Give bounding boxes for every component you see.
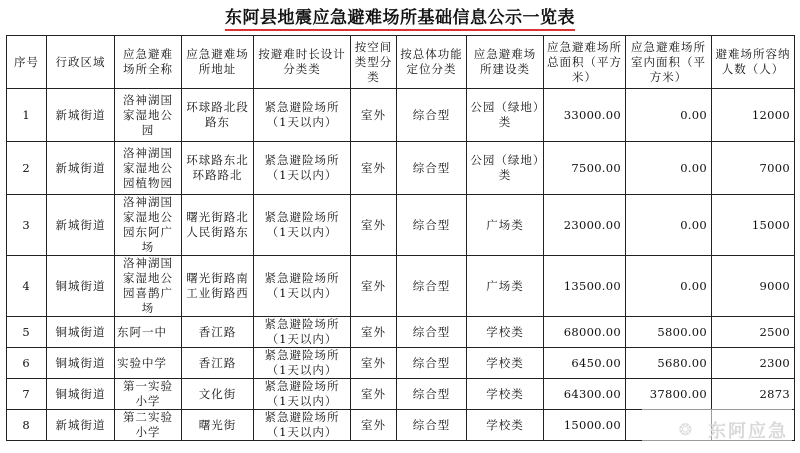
wechat-icon: ❂ xyxy=(678,420,692,439)
cell-address: 曙光街路北人民街路东 xyxy=(182,195,254,256)
cell-name: 洛神湖国家湿地公园植物园 xyxy=(115,142,182,195)
header-area: 应急避难场所总面积（平方米） xyxy=(544,36,626,89)
cell-district: 新城街道 xyxy=(47,410,115,441)
cell-name: 东阿一中 xyxy=(115,317,182,348)
cell-space: 室外 xyxy=(351,317,397,348)
cell-duration: 紧急避险场所（1天以内） xyxy=(254,348,351,379)
cell-function: 综合型 xyxy=(397,379,467,410)
cell-area: 13500.00 xyxy=(544,256,626,317)
cell-capacity: 15000 xyxy=(712,195,795,256)
page-title xyxy=(0,2,800,34)
cell-function: 综合型 xyxy=(397,256,467,317)
cell-duration: 紧急避险场所（1天以内） xyxy=(254,142,351,195)
cell-address: 文化街 xyxy=(182,379,254,410)
header-space: 按空间类型分类 xyxy=(351,36,397,89)
cell-capacity: 2300 xyxy=(712,348,795,379)
header-name: 应急避难场所全称 xyxy=(115,36,182,89)
cell-space: 室外 xyxy=(351,348,397,379)
header-district: 行政区域 xyxy=(47,36,115,89)
cell-indoor: 5680.00 xyxy=(626,348,712,379)
cell-duration: 紧急避险场所（1天以内） xyxy=(254,195,351,256)
cell-address: 香江路 xyxy=(182,317,254,348)
cell-capacity: 2873 xyxy=(712,379,795,410)
cell-area: 33000.00 xyxy=(544,89,626,142)
header-function: 按总体功能定位分类 xyxy=(397,36,467,89)
cell-function: 综合型 xyxy=(397,195,467,256)
header-no: 序号 xyxy=(7,36,47,89)
cell-area: 68000.00 xyxy=(544,317,626,348)
cell-name: 洛神湖国家湿地公园 xyxy=(115,89,182,142)
cell-district: 铜城街道 xyxy=(47,379,115,410)
cell-build: 学校类 xyxy=(467,379,544,410)
cell-address: 香江路 xyxy=(182,348,254,379)
table-row xyxy=(7,379,795,410)
table-row xyxy=(7,317,795,348)
cell-indoor: 0.00 xyxy=(626,195,712,256)
cell-district: 铜城街道 xyxy=(47,256,115,317)
cell-name: 实验中学 xyxy=(115,348,182,379)
table-row xyxy=(7,89,795,142)
cell-build: 学校类 xyxy=(467,410,544,441)
cell-capacity: 9000 xyxy=(712,256,795,317)
cell-address: 环球路北段路东 xyxy=(182,89,254,142)
cell-capacity: 12000 xyxy=(712,89,795,142)
cell-indoor: 5800.00 xyxy=(626,317,712,348)
cell-area: 6450.00 xyxy=(544,348,626,379)
cell-duration: 紧急避险场所（1天以内） xyxy=(254,410,351,441)
cell-address: 曙光街路南工业街路西 xyxy=(182,256,254,317)
cell-function: 综合型 xyxy=(397,89,467,142)
cell-no: 8 xyxy=(7,410,47,441)
cell-function: 综合型 xyxy=(397,317,467,348)
cell-duration: 紧急避险场所（1天以内） xyxy=(254,317,351,348)
cell-name: 第二实验小学 xyxy=(115,410,182,441)
cell-space: 室外 xyxy=(351,89,397,142)
cell-area: 23000.00 xyxy=(544,195,626,256)
cell-build: 公园（绿地）类 xyxy=(467,89,544,142)
table-header-row xyxy=(7,36,795,89)
header-indoor: 应急避难场所室内面积（平方米） xyxy=(626,36,712,89)
cell-name: 第一实验小学 xyxy=(115,379,182,410)
table-row xyxy=(7,142,795,195)
cell-indoor: 0.00 xyxy=(626,256,712,317)
cell-build: 广场类 xyxy=(467,195,544,256)
cell-build: 公园（绿地）类 xyxy=(467,142,544,195)
cell-no: 5 xyxy=(7,317,47,348)
cell-function: 综合型 xyxy=(397,142,467,195)
cell-name: 洛神湖国家湿地公园喜鹊广场 xyxy=(115,256,182,317)
cell-district: 铜城街道 xyxy=(47,317,115,348)
cell-capacity: 2500 xyxy=(712,317,795,348)
cell-indoor: 0.00 xyxy=(626,89,712,142)
cell-space: 室外 xyxy=(351,142,397,195)
cell-no: 6 xyxy=(7,348,47,379)
cell-function: 综合型 xyxy=(397,348,467,379)
cell-no: 3 xyxy=(7,195,47,256)
cell-build: 学校类 xyxy=(467,317,544,348)
cell-address: 曙光街 xyxy=(182,410,254,441)
cell-build: 广场类 xyxy=(467,256,544,317)
cell-name: 洛神湖国家湿地公园东阿广场 xyxy=(115,195,182,256)
cell-area: 15000.00 xyxy=(544,410,626,441)
cell-no: 2 xyxy=(7,142,47,195)
cell-address: 环球路东北环路路北 xyxy=(182,142,254,195)
table-row xyxy=(7,256,795,317)
cell-function: 综合型 xyxy=(397,410,467,441)
cell-area: 7500.00 xyxy=(544,142,626,195)
cell-space: 室外 xyxy=(351,379,397,410)
cell-district: 新城街道 xyxy=(47,89,115,142)
cell-no: 7 xyxy=(7,379,47,410)
cell-duration: 紧急避险场所（1天以内） xyxy=(254,379,351,410)
cell-area: 64300.00 xyxy=(544,379,626,410)
table-row xyxy=(7,348,795,379)
cell-build: 学校类 xyxy=(467,348,544,379)
cell-district: 新城街道 xyxy=(47,142,115,195)
cell-duration: 紧急避险场所（1天以内） xyxy=(254,256,351,317)
page-title-text: 东阿县地震应急避难场所基础信息公示一览表 xyxy=(225,8,575,31)
cell-space: 室外 xyxy=(351,256,397,317)
header-duration: 按避难时长设计分类类 xyxy=(254,36,351,89)
table-row xyxy=(7,195,795,256)
cell-space: 室外 xyxy=(351,195,397,256)
cell-indoor: 37800.00 xyxy=(626,379,712,410)
header-capacity: 避难场所容纳人数（人） xyxy=(712,36,795,89)
watermark xyxy=(642,409,792,449)
cell-district: 铜城街道 xyxy=(47,348,115,379)
cell-district: 新城街道 xyxy=(47,195,115,256)
shelter-table xyxy=(6,35,795,441)
watermark-text: 东阿应急 xyxy=(708,421,788,442)
header-address: 应急避难场所地址 xyxy=(182,36,254,89)
cell-no: 4 xyxy=(7,256,47,317)
header-build: 应急避难场所建设类 xyxy=(467,36,544,89)
cell-space: 室外 xyxy=(351,410,397,441)
cell-capacity: 7000 xyxy=(712,142,795,195)
cell-no: 1 xyxy=(7,89,47,142)
cell-indoor: 0.00 xyxy=(626,142,712,195)
cell-duration: 紧急避险场所（1天以内） xyxy=(254,89,351,142)
